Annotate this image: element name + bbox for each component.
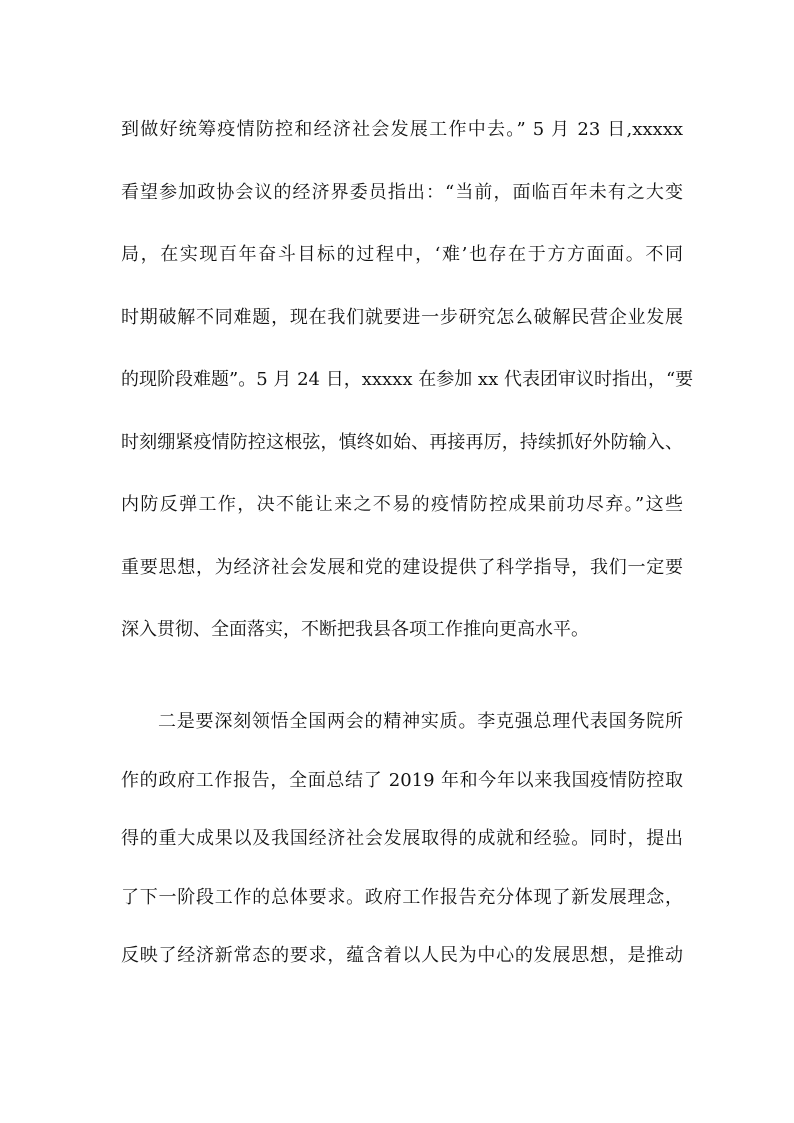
text-line: 了下一阶段工作的总体要求。政府工作报告充分体现了新发展理念， [121,886,683,908]
text-line: 的现阶段难题”。5 月 24 日，xxxxx 在参加 xx 代表团审议时指出，“要 [121,369,694,390]
text-line: 得的重大成果以及我国经济社会发展取得的成就和经验。同时，提出 [121,828,683,849]
text-line: 二是要深刻领悟全国两会的精神实质。李克强总理代表国务院所 [158,711,683,732]
text-line: 到做好统筹疫情防控和经济社会发展工作中去。” 5 月 23 日,xxxxx [121,119,683,140]
text-line: 时期破解不同难题，现在我们就要进一步研究怎么破解民营企业发展 [121,306,683,328]
text-line: 看望参加政协会议的经济界委员指出：“当前，面临百年未有之大变 [121,181,683,203]
paragraph-1 [121,99,694,662]
paragraph-2 [121,693,683,986]
text-line: 局，在实现百年奋斗目标的过程中，‘难’也存在于方方面面。不同 [121,244,683,265]
text-line: 作的政府工作报告，全面总结了 2019 年和今年以来我国疫情防控取 [121,769,683,791]
text-line: 重要思想，为经济社会发展和党的建设提供了科学指导，我们一定要 [121,556,683,578]
text-line: 内防反弹工作，决不能让来之不易的疫情防控成果前功尽弃。”这些 [121,494,683,515]
text-line: 深入贯彻、全面落实，不断把我县各项工作推向更高水平。 [121,619,589,640]
text-line: 反映了经济新常态的要求，蕴含着以人民为中心的发展思想，是推动 [121,945,683,966]
text-line: 时刻绷紧疫情防控这根弦，慎终如始、再接再厉，持续抓好外防输入、 [121,431,683,453]
